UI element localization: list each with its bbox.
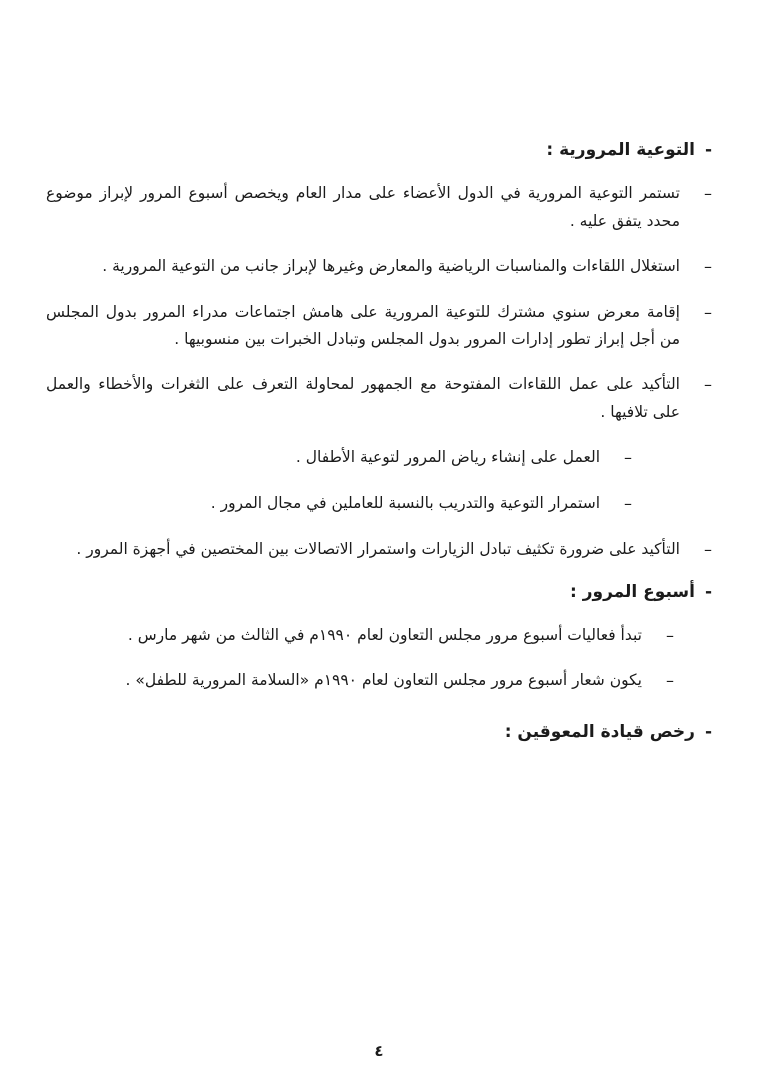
section-traffic-awareness xyxy=(46,140,712,565)
list-item xyxy=(46,180,712,236)
item-dash: – xyxy=(666,671,674,691)
heading-text: أسبوع المرور : xyxy=(570,581,695,602)
item-text: العمل على إنشاء رياض المرور لتوعية الأطفال . xyxy=(295,448,600,467)
item-dash: – xyxy=(624,493,632,513)
section-traffic-week xyxy=(46,582,712,697)
list-item xyxy=(46,253,712,282)
item-text: إقامة معرض سنوي مشترك للتوعية المرورية على هامش اجتماعات مدراء المرور بدول المجلس من أجل إبراز تطور إدارات المرور بدول المجلس وتبادل الخبرات بين منسوبيها . xyxy=(46,302,680,349)
section-heading xyxy=(46,722,712,742)
heading-dash: - xyxy=(704,581,712,602)
heading-dash: - xyxy=(704,722,712,743)
list-item xyxy=(46,536,712,565)
section-heading xyxy=(46,140,712,160)
section-heading xyxy=(46,582,712,602)
item-text: استغلال اللقاءات والمناسبات الرياضية والمعارض وغيرها لإبراز جانب من التوعية المرورية . xyxy=(102,256,680,275)
item-text: تستمر التوعية المرورية في الدول الأعضاء على مدار العام ويخصص أسبوع المرور لإبراز موضوع محدد يتفق عليه . xyxy=(46,184,680,230)
heading-text: رخص قيادة المعوقين : xyxy=(504,722,695,743)
item-text: استمرار التوعية والتدريب بالنسبة للعاملين في مجال المرور . xyxy=(210,493,600,512)
item-dash: – xyxy=(704,375,712,395)
item-text: يكون شعار أسبوع مرور مجلس التعاون لعام ١٩٩٠م «السلامة المرورية للطفل» . xyxy=(125,671,642,690)
item-text: التأكيد على ضرورة تكثيف تبادل الزيارات واستمرار الاتصالات بين المختصين في أجهزة المرور . xyxy=(76,539,680,558)
item-text: التأكيد على عمل اللقاءات المفتوحة مع الجمهور لمحاولة التعرف على الثغرات والأخطاء والعمل على تلافيها . xyxy=(46,375,680,422)
item-dash: – xyxy=(666,625,674,645)
heading-dash: - xyxy=(704,140,712,160)
heading-text: التوعية المرورية : xyxy=(546,140,695,160)
item-dash: – xyxy=(704,184,712,203)
item-text: تبدأ فعاليات أسبوع مرور مجلس التعاون لعام ١٩٩٠م في الثالث من شهر مارس . xyxy=(127,625,642,644)
section-disabled-driving-licenses xyxy=(46,722,712,742)
list-item xyxy=(46,444,632,473)
page-number: ٤ xyxy=(374,1042,384,1060)
item-dash: – xyxy=(704,302,712,322)
item-dash: – xyxy=(704,256,712,276)
page-footer xyxy=(0,1042,758,1060)
list-item xyxy=(46,622,674,651)
list-item xyxy=(46,371,712,427)
list-item xyxy=(46,299,712,355)
item-dash: – xyxy=(704,539,712,559)
list-item xyxy=(46,490,632,519)
item-dash: – xyxy=(624,448,632,468)
list-item xyxy=(46,667,674,696)
